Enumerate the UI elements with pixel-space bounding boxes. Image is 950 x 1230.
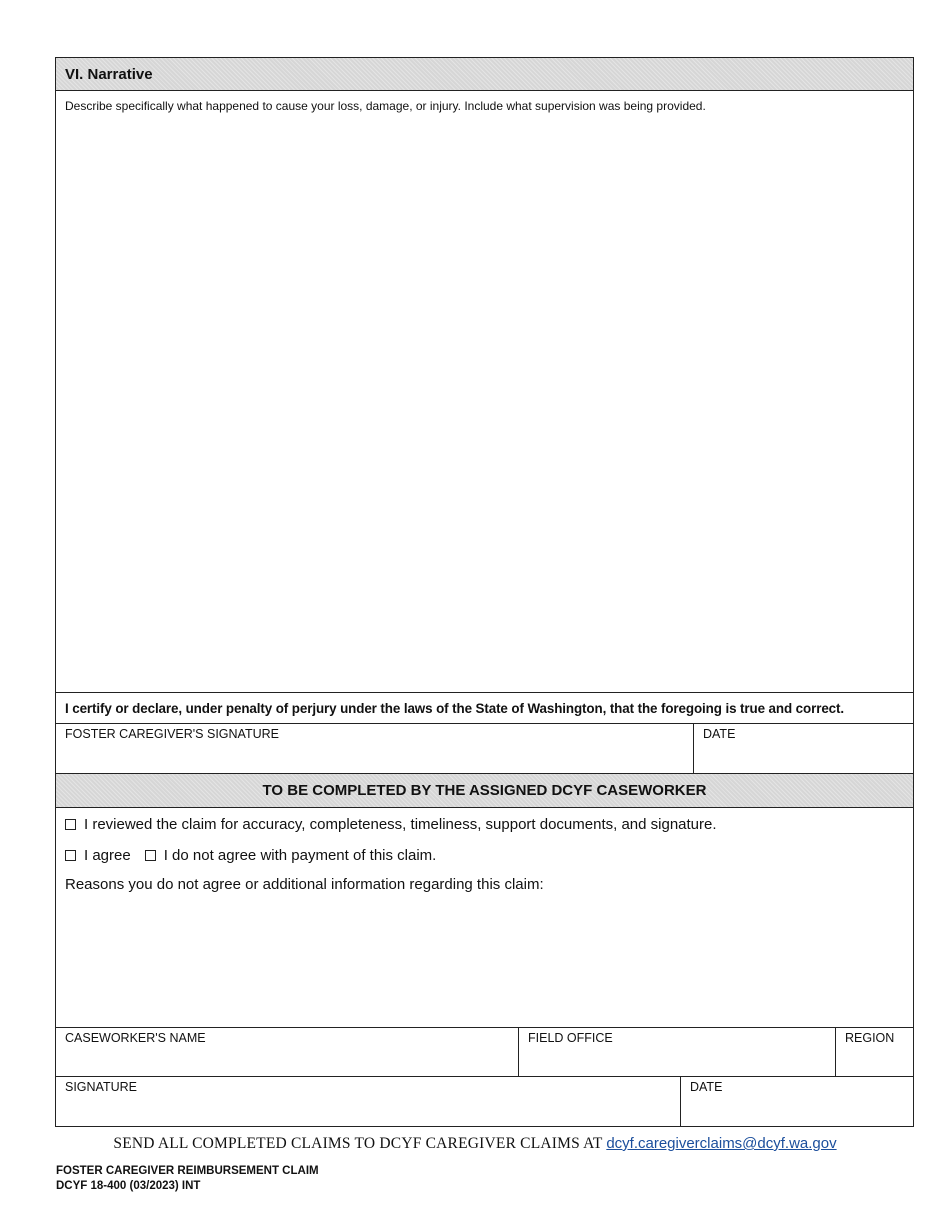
send-text: SEND ALL COMPLETED CLAIMS TO DCYF CAREGIVER CLAIMS AT	[113, 1135, 607, 1152]
caregiver-signature-row	[56, 724, 913, 774]
caregiver-signature-label: FOSTER CAREGIVER'S SIGNATURE	[65, 727, 279, 741]
caseworker-review-area	[56, 808, 913, 1028]
caseworker-signature-field[interactable]	[56, 1077, 681, 1126]
claims-email-link[interactable]: dcyf.caregiverclaims@dcyf.wa.gov	[606, 1135, 837, 1152]
caseworker-date-label: DATE	[690, 1080, 723, 1094]
section-header-narrative	[56, 58, 913, 91]
reviewed-line	[65, 816, 904, 833]
caseworker-header-text: TO BE COMPLETED BY THE ASSIGNED DCYF CASEWORKER	[262, 782, 707, 799]
reasons-label: Reasons you do not agree or additional information regarding this claim:	[65, 876, 544, 893]
section-title: VI. Narrative	[65, 66, 153, 83]
agreement-line	[65, 847, 904, 864]
form-number: DCYF 18-400 (03/2023) INT	[56, 1179, 201, 1192]
region-field[interactable]	[836, 1028, 913, 1076]
narrative-prompt: Describe specifically what happened to cause your loss, damage, or injury. Include what supervision was being provided.	[65, 99, 706, 113]
agree-checkbox[interactable]	[65, 850, 76, 861]
caregiver-date-field[interactable]	[694, 724, 913, 773]
caseworker-date-field[interactable]	[681, 1077, 913, 1126]
reviewed-checkbox[interactable]	[65, 819, 76, 830]
narrative-field[interactable]	[56, 91, 913, 693]
caseworker-name-field[interactable]	[56, 1028, 519, 1076]
claim-form-page	[55, 57, 914, 1127]
caseworker-info-row	[56, 1028, 913, 1077]
reasons-field[interactable]	[65, 876, 904, 893]
caseworker-section-header	[56, 774, 913, 808]
caregiver-date-label: DATE	[703, 727, 736, 741]
field-office-label: FIELD OFFICE	[528, 1031, 613, 1045]
caseworker-name-label: CASEWORKER'S NAME	[65, 1031, 206, 1045]
caregiver-signature-field[interactable]	[56, 724, 694, 773]
certify-text: I certify or declare, under penalty of perjury under the laws of the State of Washington, that the foregoing is true and correct.	[65, 701, 844, 716]
region-label: REGION	[845, 1031, 895, 1045]
reviewed-label: I reviewed the claim for accuracy, completeness, timeliness, support documents, and signature.	[84, 816, 717, 833]
form-identifier	[56, 1164, 319, 1193]
field-office-field[interactable]	[519, 1028, 836, 1076]
disagree-checkbox[interactable]	[145, 850, 156, 861]
disagree-label: I do not agree with payment of this claim.	[163, 847, 437, 864]
agree-label: I agree	[84, 847, 131, 864]
certification-statement	[56, 693, 913, 724]
caseworker-signature-row	[56, 1077, 913, 1126]
submission-instructions	[0, 1135, 950, 1153]
caseworker-signature-label: SIGNATURE	[65, 1080, 137, 1094]
form-title: FOSTER CAREGIVER REIMBURSEMENT CLAIM	[56, 1165, 319, 1177]
